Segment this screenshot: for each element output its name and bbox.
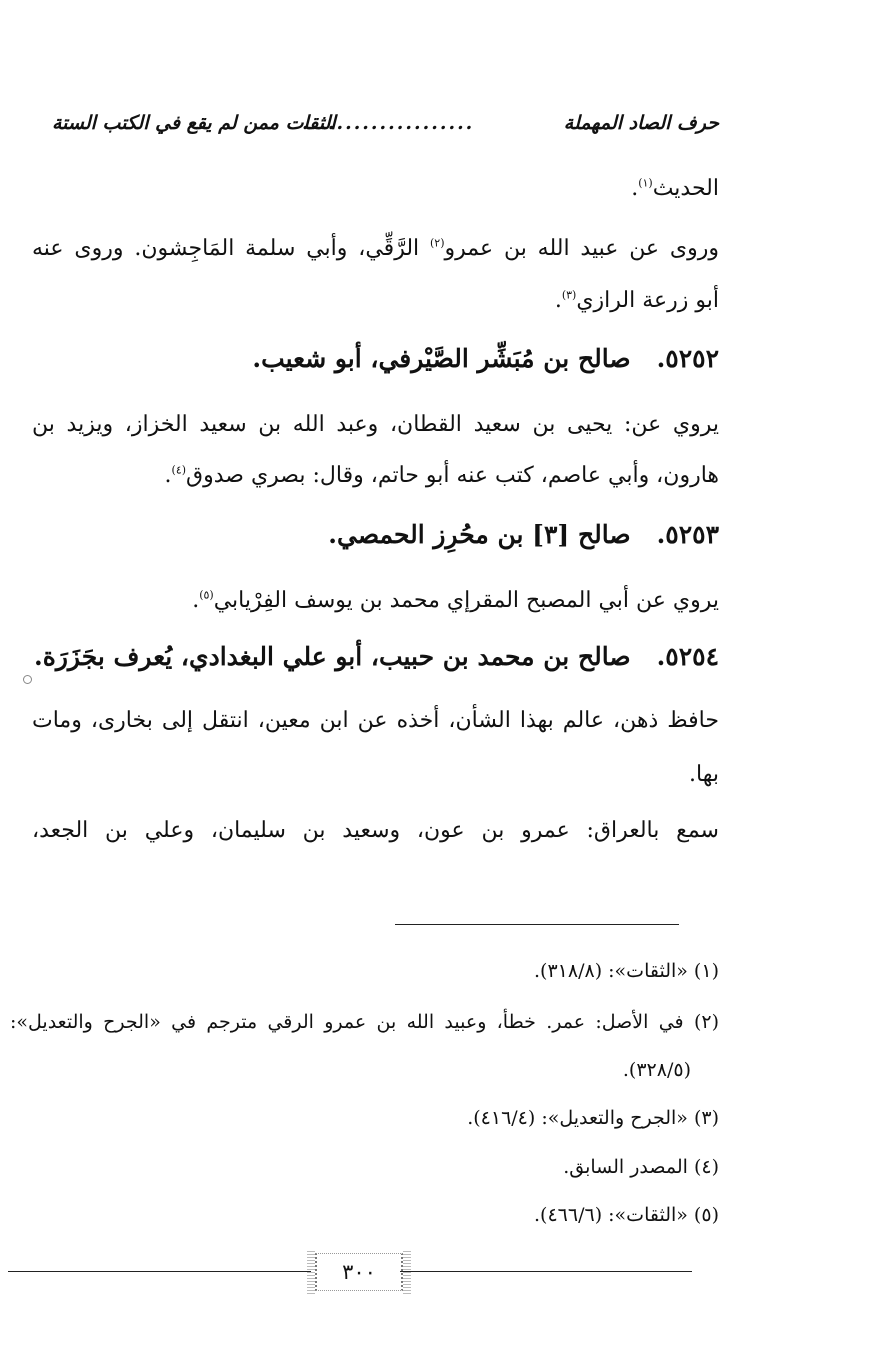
- footnote-3: [467, 1107, 719, 1129]
- body-line-1: [631, 176, 719, 201]
- footnote-ref: (٢): [430, 236, 445, 250]
- text-segment: هارون، وأبي عاصم، كتب عنه أبو حاتم، وقال: بصري صدوق: [186, 463, 719, 488]
- text-segment: يروي عن أبي المصبح المقرإي محمد بن يوسف الفِرْيابي: [213, 588, 719, 613]
- text-segment: الرَّقِّي، وأبي سلمة المَاجِشون. وروى عنه: [32, 236, 430, 261]
- entry-number: ٥٢٥٢.: [656, 344, 719, 373]
- text-segment: بها.: [689, 762, 719, 787]
- footnote-text: (٣) «الجرح والتعديل»: (٤١٦/٤).: [467, 1107, 719, 1129]
- text-segment: وروى عن عبيد الله بن عمرو: [444, 236, 719, 261]
- text-segment: .: [631, 176, 639, 201]
- entry-heading-5254: [34, 642, 719, 671]
- footnote-ref: (١): [638, 176, 653, 190]
- footnote-text: (٢) في الأصل: عمر. خطأ، وعبيد الله بن عمرو الرقي مترجم في «الجرح والتعديل»:: [10, 1011, 719, 1033]
- body-line-7: [32, 708, 719, 733]
- header-leader-dots: ....................: [302, 112, 475, 134]
- running-header: [52, 112, 719, 146]
- body-line-3: [555, 288, 719, 313]
- entry-title: صالح [٣] بن محُرِز الحمصي.: [328, 520, 631, 549]
- margin-mark: [23, 675, 32, 684]
- entry-heading-5253: [328, 520, 719, 549]
- header-book-title: الثقات ممن لم يقع في الكتب الستة: [52, 112, 336, 134]
- footnote-2: [10, 1011, 719, 1033]
- bottom-rule-left: [8, 1271, 311, 1272]
- entry-heading-5252: [252, 344, 719, 373]
- footnote-text: (١) «الثقات»: (٣١٨/٨).: [534, 960, 719, 982]
- body-line-6: [192, 588, 719, 613]
- body-line-8: [689, 762, 719, 787]
- text-segment: يروي عن: يحيى بن سعيد القطان، وعبد الله بن سعيد الخزاز، ويزيد بن: [32, 412, 719, 437]
- body-line-2: [32, 236, 719, 261]
- footnote-text: (٣٢٨/٥).: [622, 1059, 691, 1081]
- text-segment: أبو زرعة الرازي: [576, 288, 719, 313]
- bottom-rule-right: [400, 1271, 692, 1272]
- footnote-ref: (٥): [199, 588, 214, 602]
- text-segment: .: [164, 463, 172, 488]
- footnote-text: (٥) «الثقات»: (٤٦٦/٦).: [534, 1204, 719, 1226]
- text-segment: الحديث: [652, 176, 719, 201]
- footnote-2-continued: [623, 1059, 691, 1081]
- header-chapter-title: حرف الصاد المهملة: [563, 112, 719, 134]
- footnote-ref: (٣): [561, 288, 577, 302]
- text-segment: .: [192, 588, 200, 613]
- footnote-5: [534, 1204, 719, 1226]
- entry-title: صالح بن مُبَشِّر الصَّيْرفي، أبو شعيب.: [252, 344, 631, 373]
- body-line-4: [32, 412, 719, 437]
- page-number: ٣٠٠: [315, 1253, 403, 1291]
- body-line-5: [165, 463, 719, 488]
- text-segment: .: [554, 288, 562, 313]
- footnote-ref: (٤): [171, 463, 187, 477]
- footnote-4: [563, 1156, 719, 1178]
- footnote-text: (٤) المصدر السابق.: [563, 1156, 719, 1178]
- entry-number: ٥٢٥٣.: [656, 520, 719, 549]
- text-segment: سمع بالعراق: عمرو بن عون، وسعيد بن سليمان، وعلي بن الجعد،: [32, 818, 719, 843]
- text-segment: حافظ ذهن، عالم بهذا الشأن، أخذه عن ابن معين، انتقل إلى بخارى، ومات: [32, 708, 719, 733]
- footnote-separator: [395, 924, 679, 925]
- entry-number: ٥٢٥٤.: [656, 642, 719, 671]
- footnote-1: [534, 960, 719, 982]
- body-line-9: [32, 818, 719, 843]
- entry-title: صالح بن محمد بن حبيب، أبو علي البغدادي، يُعرف بجَزَرَة.: [34, 642, 631, 671]
